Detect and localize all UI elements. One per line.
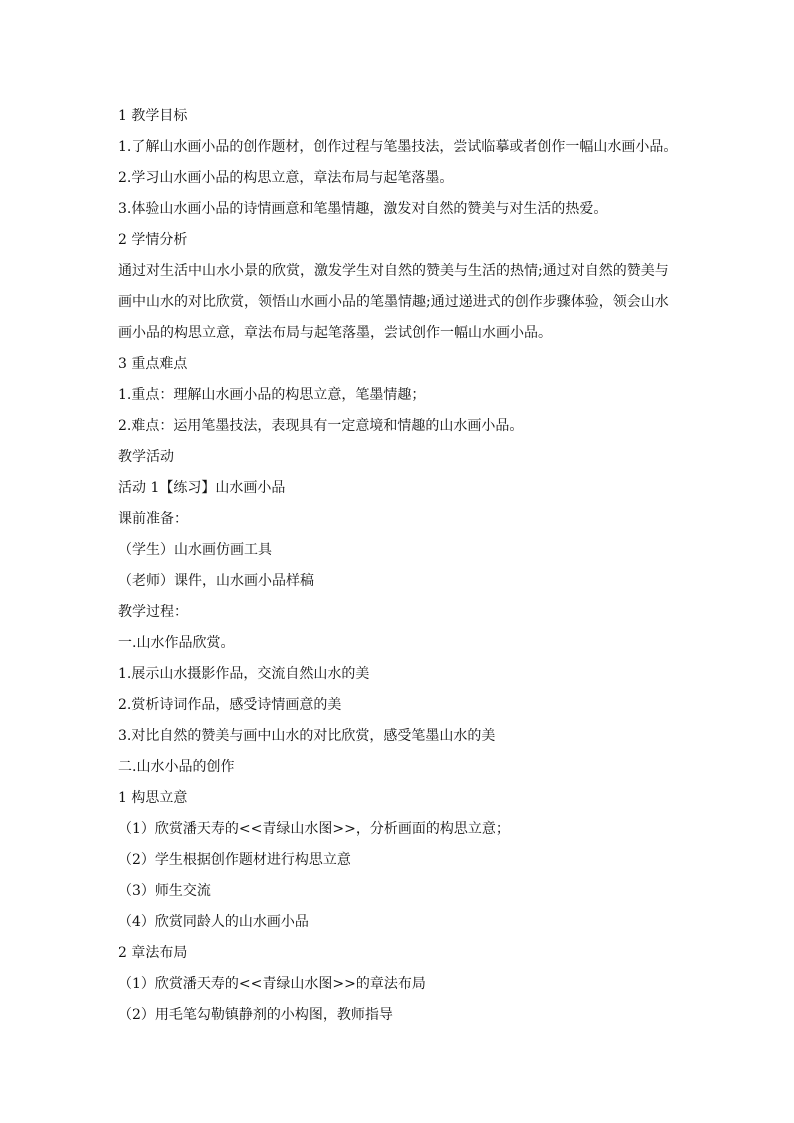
section-heading-activities: 教学活动 [118,449,174,465]
process-step-1-item-3: 3.对比自然的赞美与画中山水的对比欣赏，感受笔墨山水的美 [118,728,496,744]
layout-item-2: （2）用毛笔勾勒镇静剂的小构图，教师指导 [118,1007,393,1023]
activity-title: 活动 1【练习】山水画小品 [118,480,286,496]
composition-item-4: （4）欣赏同龄人的山水画小品 [118,914,309,930]
key-point-item: 1.重点：理解山水画小品的构思立意，笔墨情趣； [118,387,426,403]
layout-item-1: （1）欣赏潘天寿的<<青绿山水图>>的章法布局 [118,976,426,992]
analysis-paragraph-line-2: 画中山水的对比欣赏，领悟山水画小品的笔墨情趣;通过递进式的创作步骤体验，领会山水 [118,294,669,310]
document-body [118,101,698,1031]
preparation-student: （学生）山水画仿画工具 [118,542,272,558]
composition-item-1: （1）欣赏潘天寿的<<青绿山水图>>，分析画面的构思立意； [118,821,510,837]
preparation-teacher: （老师）课件，山水画小品样稿 [118,573,314,589]
objective-item-1: 1.了解山水画小品的创作题材，创作过程与笔墨技法，尝试临摹或者创作一幅山水画小品。 [118,139,678,155]
analysis-paragraph-line-3: 画小品的构思立意，章法布局与起笔落墨，尝试创作一幅山水画小品。 [118,325,552,341]
analysis-paragraph-line-1: 通过对生活中山水小景的欣赏，激发学生对自然的赞美与生活的热情;通过对自然的赞美与 [118,263,669,279]
process-step-1-heading: 一.山水作品欣赏。 [118,635,235,651]
section-heading-key-points: 3 重点难点 [118,356,188,372]
process-heading: 教学过程： [118,604,188,620]
section-heading-objectives: 1 教学目标 [118,108,188,124]
preparation-heading: 课前准备： [118,511,188,527]
composition-item-3: （3）师生交流 [118,883,211,899]
layout-heading: 2 章法布局 [118,945,188,961]
section-heading-analysis: 2 学情分析 [118,232,188,248]
composition-heading: 1 构思立意 [118,790,188,806]
process-step-1-item-2: 2.赏析诗词作品，感受诗情画意的美 [118,697,342,713]
difficulty-item: 2.难点：运用笔墨技法，表现具有一定意境和情趣的山水画小品。 [118,418,524,434]
objective-item-2: 2.学习山水画小品的构思立意，章法布局与起笔落墨。 [118,170,454,186]
process-step-1-item-1: 1.展示山水摄影作品，交流自然山水的美 [118,666,370,682]
composition-item-2: （2）学生根据创作题材进行构思立意 [118,852,351,868]
process-step-2-heading: 二.山水小品的创作 [118,759,235,775]
objective-item-3: 3.体验山水画小品的诗情画意和笔墨情趣，激发对自然的赞美与对生活的热爱。 [118,201,608,217]
